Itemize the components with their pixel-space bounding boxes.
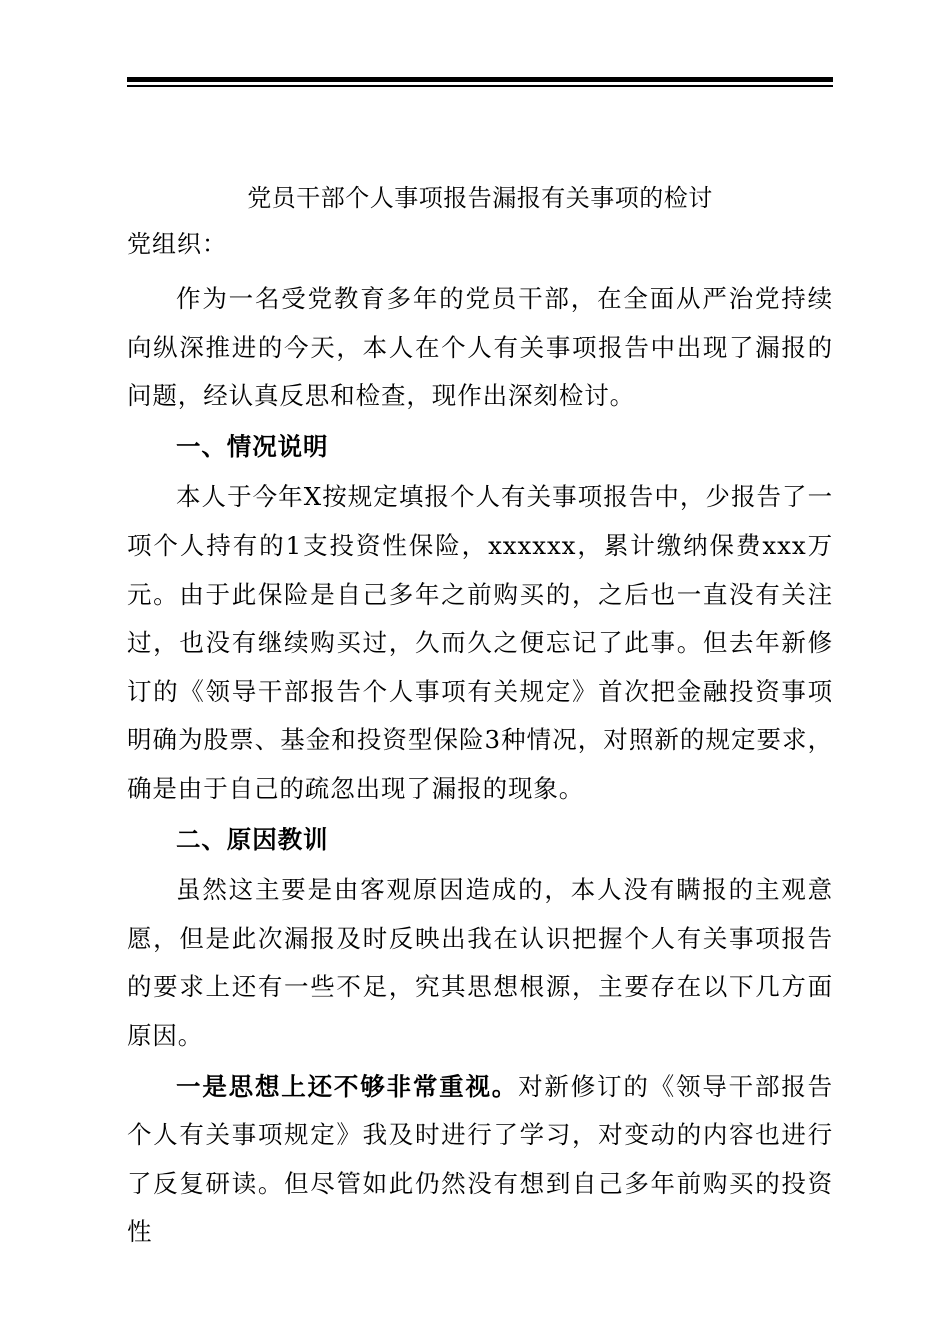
salutation: 党组织： xyxy=(127,230,227,258)
header-rule-thick xyxy=(127,77,833,82)
paragraph-reason-one xyxy=(127,1063,833,1257)
paragraph-reasons: 虽然这主要是由客观原因造成的，本人没有瞒报的主观意愿，但是此次漏报及时反映出我在认识把握个人有关事项报告的要求上还有一些不足，究其思想根源，主要存在以下几方面原因。 xyxy=(127,875,833,1050)
reason-one-text: 对新修订的《领导干部报告个人有关事项规定》我及时进行了学习，对变动的内容也进行了反复研读。但尽管如此仍然没有想到自己多年前购买的投资性 xyxy=(127,1071,833,1247)
section-heading-situation: 一、情况说明 xyxy=(176,431,329,461)
paragraph-intro: 作为一名受党教育多年的党员干部，在全面从严治党持续向纵深推进的今天，本人在个人有关事项报告中出现了漏报的问题，经认真反思和检查，现作出深刻检讨。 xyxy=(127,284,833,411)
section-heading-reasons: 二、原因教训 xyxy=(176,824,329,854)
paragraph-situation: 本人于今年X按规定填报个人有关事项报告中，少报告了一项个人持有的1支投资性保险，xxxxxx，累计缴纳保费xxx万元。由于此保险是自己多年之前购买的，之后也一直没有关注过，也没有继续购买过，久而久之便忘记了此事。但去年新修订的《领导干部报告个人事项有关规定》首次把金融投资事项明确为股票、基金和投资型保险3种情况，对照新的规定要求，确是由于自己的疏忽出现了漏报的现象。 xyxy=(127,482,833,803)
document-body xyxy=(127,275,833,1257)
reason-one-lead: 一是思想上还不够非常重视。 xyxy=(176,1071,519,1101)
document-title: 党员干部个人事项报告漏报有关事项的检讨 xyxy=(247,184,713,212)
header-rule-thin xyxy=(127,85,833,87)
